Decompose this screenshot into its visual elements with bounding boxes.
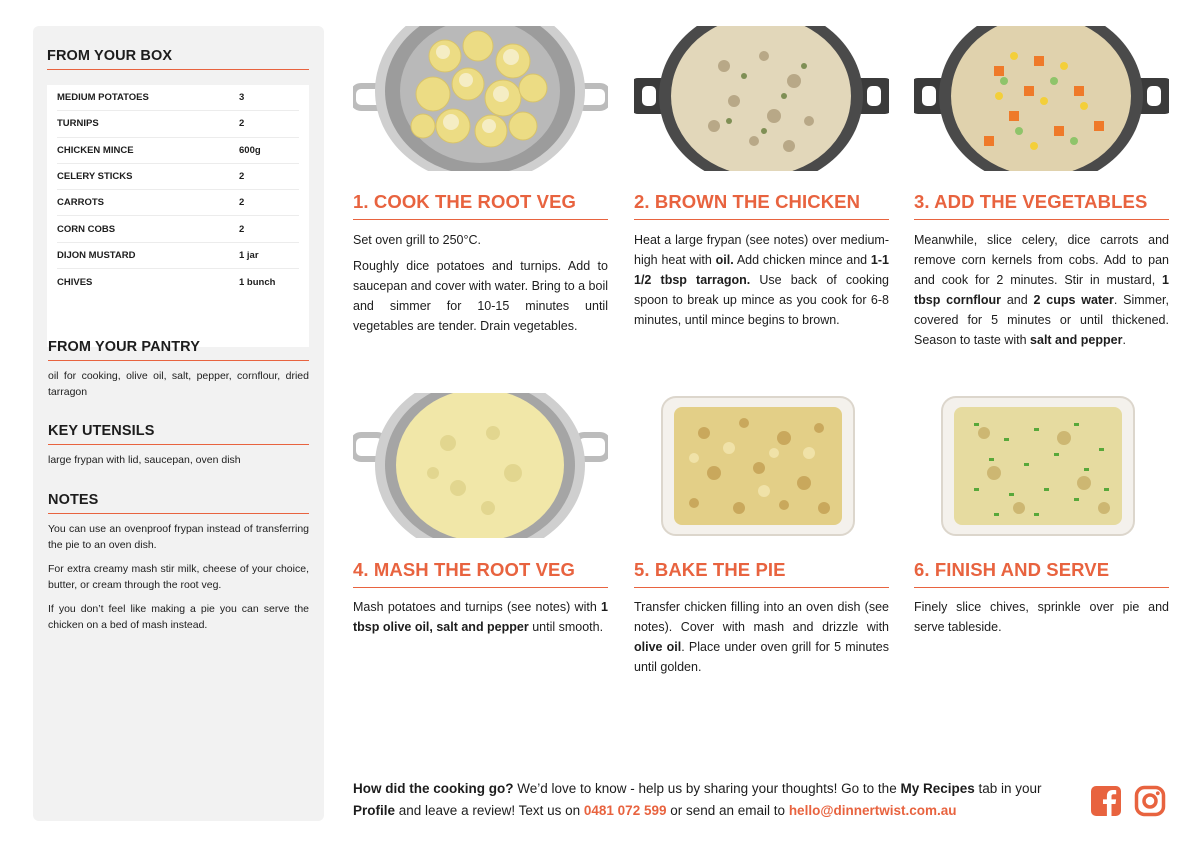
- phone-link[interactable]: 0481 072 599: [583, 802, 667, 818]
- instagram-icon[interactable]: [1134, 785, 1166, 822]
- from-your-box-heading: FROM YOUR BOX: [47, 48, 309, 70]
- ingredient-qty: 1 bunch: [239, 276, 276, 288]
- notes-section: [48, 492, 309, 633]
- table-row: [57, 138, 299, 164]
- step-3-photo: [914, 26, 1169, 171]
- ingredient-qty: 3: [239, 92, 245, 104]
- table-row: [57, 85, 299, 111]
- step-6-photo: [914, 393, 1169, 538]
- footer-text: and leave a review! Text us on: [395, 802, 584, 818]
- step-2-photo: [634, 26, 889, 171]
- note-text: You can use an ovenproof frypan instead of transferring the pie to an oven dish.: [48, 523, 309, 551]
- step-text: Meanwhile, slice celery, dice carrots and remove corn kernels from cobs. Add to pan and cook for 2 minutes. Stir in mustard,: [914, 233, 1169, 287]
- step-bold-text: salt and pepper: [1030, 333, 1123, 347]
- step-1-body: [353, 230, 608, 336]
- step-4-title: 4. MASH THE ROOT VEG: [353, 559, 608, 588]
- pantry-heading: FROM YOUR PANTRY: [48, 339, 309, 361]
- step-4-photo: [353, 393, 608, 538]
- footer-text: tab in your: [974, 781, 1042, 796]
- step-text: . Place under oven grill for 5 minutes until golden.: [634, 640, 889, 674]
- ingredient-name: CORN COBS: [57, 223, 116, 235]
- box-ingredients-table: [47, 85, 309, 347]
- step-text: .: [1122, 333, 1126, 347]
- step-5-title: 5. BAKE THE PIE: [634, 559, 889, 588]
- profile-text: Profile: [353, 802, 396, 818]
- email-link[interactable]: hello@dinnertwist.com.au: [788, 802, 957, 818]
- step-5-body: [634, 597, 889, 677]
- step-text: and: [1001, 293, 1034, 307]
- utensils-section: [48, 423, 309, 468]
- step-text: until smooth.: [528, 620, 604, 634]
- ingredient-qty: 2: [239, 197, 245, 209]
- utensils-heading: KEY UTENSILS: [48, 423, 309, 445]
- note-text: For extra creamy mash stir milk, cheese of your choice, butter, or cream through the root veg.: [48, 563, 309, 591]
- step-4-body: [353, 597, 608, 637]
- step-2-title: 2. BROWN THE CHICKEN: [634, 191, 889, 220]
- ingredient-name: CELERY STICKS: [57, 171, 133, 183]
- utensils-text: large frypan with lid, saucepan, oven dish: [48, 454, 241, 466]
- step-text: Use back of cooking spoon to break up mince as you cook for 6-8 minutes, until mince begins to brown.: [634, 273, 889, 327]
- ingredient-name: CHICKEN MINCE: [57, 144, 134, 156]
- ingredient-qty: 2: [239, 118, 245, 130]
- step-3-title: 3. ADD THE VEGETABLES: [914, 191, 1169, 220]
- step-text: Transfer chicken filling into an oven dish (see notes). Cover with mash and drizzle with: [634, 600, 889, 634]
- notes-heading: NOTES: [48, 492, 309, 514]
- ingredient-name: DIJON MUSTARD: [57, 249, 136, 261]
- footer-bold-text: How did the cooking go?: [353, 781, 514, 796]
- pantry-text: oil for cooking, olive oil, salt, pepper, cornflour, dried tarragon: [48, 370, 309, 398]
- ingredient-name: CARROTS: [57, 197, 104, 209]
- pantry-section: [48, 339, 309, 400]
- step-bold-text: oil.: [715, 253, 734, 267]
- step-1-title: 1. COOK THE ROOT VEG: [353, 191, 608, 220]
- step-3-body: [914, 230, 1169, 350]
- note-text: If you don’t feel like making a pie you can serve the chicken on a bed of mash instead.: [48, 603, 309, 631]
- step-text: Heat a large frypan (see notes) over medium-high heat with: [634, 233, 889, 267]
- feedback-footer: [353, 778, 1073, 821]
- step-5-photo: [634, 393, 889, 538]
- step-bold-text: 1-1 1/2 tbsp tarragon.: [634, 253, 889, 287]
- step-bold-text: 1 tbsp olive oil, salt and pepper: [353, 600, 608, 634]
- step-text: . Simmer, covered for 5 minutes or until thickened. Season to taste with: [914, 293, 1169, 347]
- footer-text: We’d love to know - help us by sharing your thoughts! Go to the: [513, 781, 901, 796]
- step-bold-text: olive oil: [634, 640, 682, 654]
- step-text: Finely slice chives, sprinkle over pie and serve tableside.: [914, 600, 1169, 634]
- step-1-text: Set oven grill to 250°C.: [353, 233, 481, 247]
- ingredient-qty: 600g: [239, 144, 261, 156]
- footer-text: or send an email to: [666, 802, 789, 818]
- table-row: [57, 190, 299, 216]
- table-row: [57, 164, 299, 190]
- ingredient-name: CHIVES: [57, 276, 93, 288]
- step-text: Add chicken mince and: [733, 253, 871, 267]
- ingredients-sidebar: [33, 26, 324, 821]
- step-6-title: 6. FINISH AND SERVE: [914, 559, 1169, 588]
- step-bold-text: 1 tbsp cornflour: [914, 273, 1169, 307]
- table-row: [57, 111, 299, 137]
- step-1-text: Roughly dice potatoes and turnips. Add to saucepan and cover with water. Bring to a boil and simmer for 10-15 minutes until vegetables are tender. Drain vegetables.: [353, 259, 609, 333]
- ingredient-qty: 2: [239, 223, 245, 235]
- table-row: [57, 216, 299, 242]
- ingredient-qty: 1 jar: [239, 249, 259, 261]
- ingredient-name: MEDIUM POTATOES: [57, 92, 149, 104]
- table-row: [57, 243, 299, 269]
- step-2-body: [634, 230, 889, 330]
- step-bold-text: 2 cups water: [1033, 293, 1114, 307]
- step-1-photo: [353, 26, 608, 171]
- my-recipes-text: My Recipes: [900, 781, 975, 796]
- step-text: Mash potatoes and turnips (see notes) with: [353, 600, 602, 614]
- step-6-body: [914, 597, 1169, 637]
- ingredient-qty: 2: [239, 171, 245, 183]
- ingredient-name: TURNIPS: [57, 118, 99, 130]
- facebook-icon[interactable]: [1090, 785, 1122, 822]
- table-row: [57, 269, 299, 295]
